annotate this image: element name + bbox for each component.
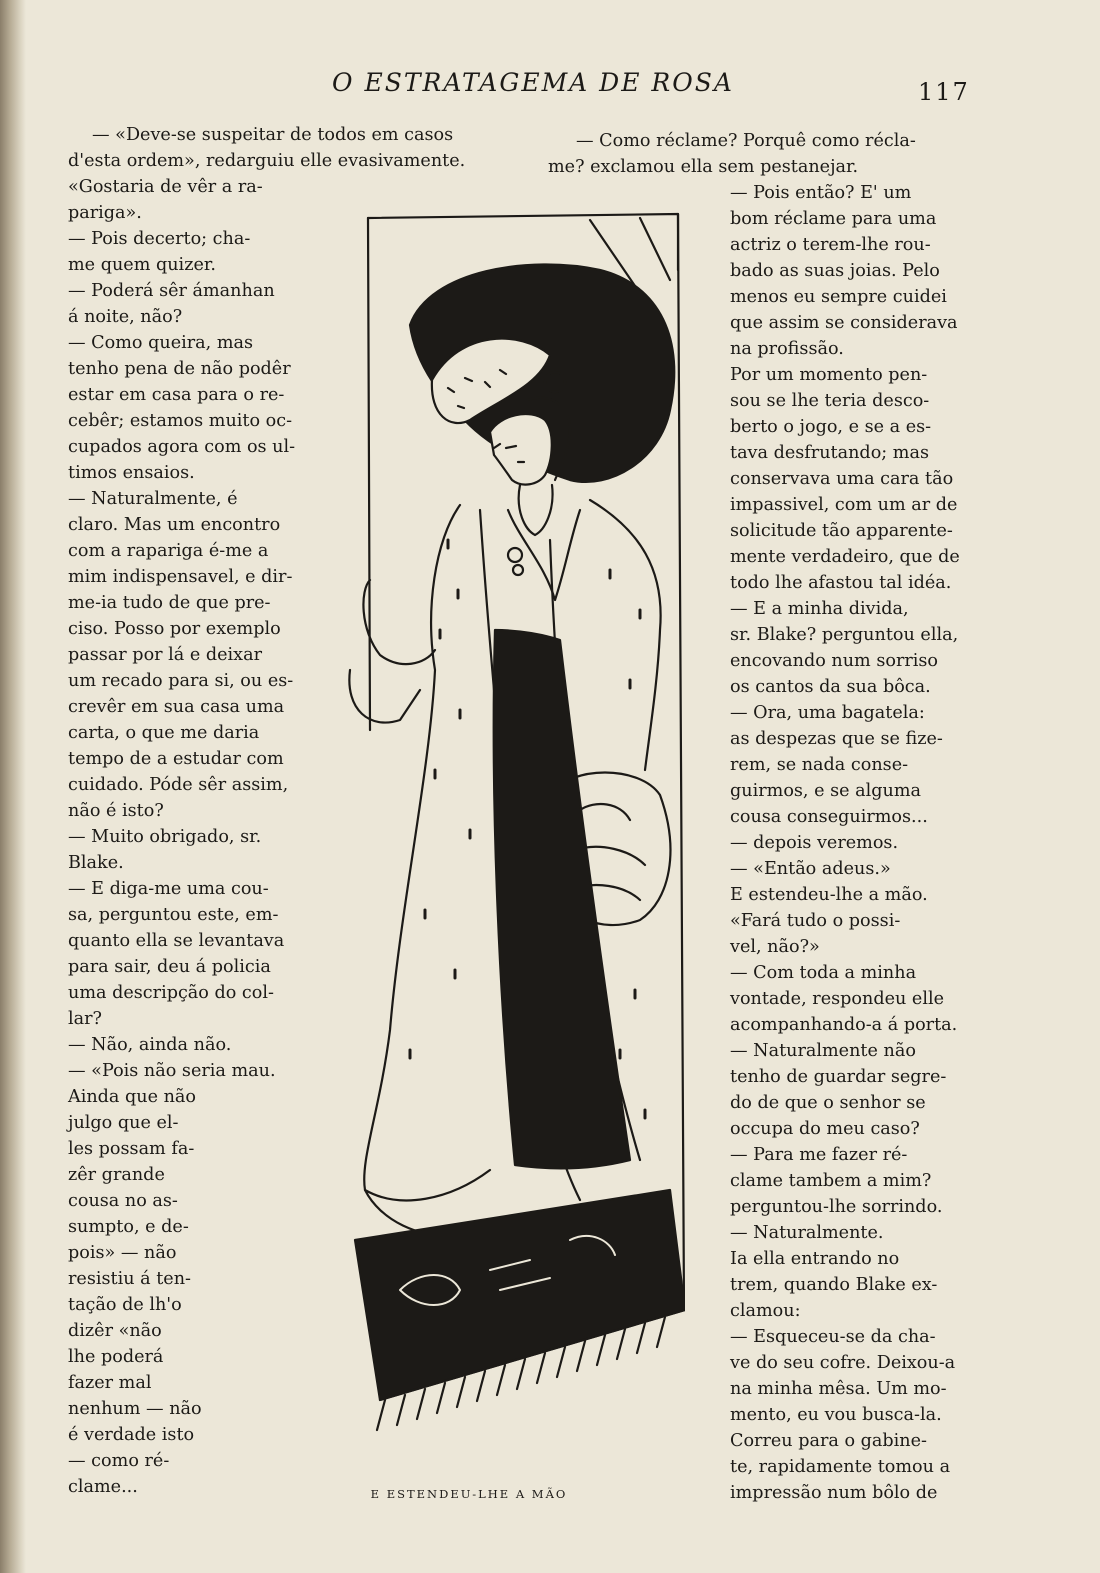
text-line: Blake. — [68, 853, 124, 873]
text-line: lar? — [68, 1009, 102, 1029]
text-line: vontade, respondeu elle — [730, 989, 944, 1009]
text-line: todo lhe afastou tal idéa. — [730, 573, 952, 593]
text-line: bom réclame para uma — [730, 209, 937, 229]
text-line: julgo que el- — [68, 1113, 179, 1133]
text-line: — «Então adeus.» — [730, 859, 891, 879]
text-line: tempo de a estudar com — [68, 749, 284, 769]
text-line: — Ora, uma bagatela: — [730, 703, 925, 723]
text-line: ciso. Posso por exemplo — [68, 619, 281, 639]
text-line: me quem quizer. — [68, 255, 216, 275]
text-line: clame... — [68, 1477, 138, 1497]
text-line: — Com toda a minha — [730, 963, 917, 983]
text-line: — «Pois não seria mau. — [68, 1061, 276, 1081]
text-line: lhe poderá — [68, 1347, 164, 1367]
text-line: cousa no as- — [68, 1191, 178, 1211]
text-line: cousa conseguirmos... — [730, 807, 928, 827]
text-line: uma descripção do col- — [68, 983, 274, 1003]
text-line: — Naturalmente, é — [68, 489, 238, 509]
text-line: com a rapariga é-me a — [68, 541, 269, 561]
text-line: trem, quando Blake ex- — [730, 1275, 938, 1295]
text-line: sou se lhe teria desco- — [730, 391, 930, 411]
text-line: sumpto, e de- — [68, 1217, 189, 1237]
text-line: — depois veremos. — [730, 833, 899, 853]
illustration-caption: E ESTENDEU-LHE A MÃO — [370, 1487, 568, 1501]
text-line: tação de lh'o — [68, 1295, 182, 1315]
text-line: mente verdadeiro, que de — [730, 547, 960, 567]
text-line: clamou: — [730, 1301, 801, 1321]
text-line: — E diga-me uma cou- — [68, 879, 269, 899]
text-line: guirmos, e se alguma — [730, 781, 922, 801]
text-line: carta, o que me daria — [68, 723, 260, 743]
text-line: nenhum — não — [68, 1399, 202, 1419]
text-line: passar por lá e deixar — [68, 645, 262, 665]
text-line: me? exclamou ella sem pestanejar. — [548, 157, 859, 177]
text-line: mim indispensavel, e dir- — [68, 567, 293, 587]
text-line: tava desfrutando; mas — [730, 443, 930, 463]
text-line: pariga». — [68, 203, 142, 223]
text-line: que assim se considerava — [730, 313, 958, 333]
text-line: impressão num bôlo de — [730, 1483, 938, 1503]
text-line: ve do seu cofre. Deixou-a — [730, 1353, 956, 1373]
text-line: quanto ella se levantava — [68, 931, 285, 951]
text-line: na profissão. — [730, 339, 844, 359]
text-line: resistiu á ten- — [68, 1269, 191, 1289]
text-line: — Como queira, mas — [68, 333, 254, 353]
text-line: me-ia tudo de que pre- — [68, 593, 271, 613]
text-line: — Não, ainda não. — [68, 1035, 232, 1055]
page-binding-edge — [0, 0, 26, 1573]
text-line: estar em casa para o re- — [68, 385, 285, 405]
text-line: á noite, não? — [68, 307, 183, 327]
text-line: — Pois decerto; cha- — [68, 229, 251, 249]
text-line: «Fará tudo o possi- — [730, 911, 901, 931]
text-line: fazer mal — [68, 1373, 152, 1393]
text-line: — «Deve-se suspeitar de todos em casos — [92, 125, 454, 145]
text-line: — Esqueceu-se da cha- — [730, 1327, 936, 1347]
text-line: berto o jogo, e se a es- — [730, 417, 932, 437]
text-line: d'esta ordem», redarguiu elle evasivamente. — [68, 151, 466, 171]
text-line: dizêr «não — [68, 1321, 162, 1341]
text-line: impassivel, com um ar de — [730, 495, 958, 515]
text-line: pois» — não — [68, 1243, 177, 1263]
text-line: — Poderá sêr ámanhan — [68, 281, 275, 301]
text-line: vel, não?» — [730, 937, 820, 957]
page-number: 117 — [918, 78, 970, 106]
text-line: — Para me fazer ré- — [730, 1145, 908, 1165]
text-line: acompanhando-a á porta. — [730, 1015, 958, 1035]
text-line: — Como réclame? Porquê como récla- — [576, 131, 916, 151]
text-line: timos ensaios. — [68, 463, 195, 483]
text-line: — Naturalmente não — [730, 1041, 916, 1061]
text-line: zêr grande — [68, 1165, 165, 1185]
text-line: Por um momento pen- — [730, 365, 928, 385]
text-line: bado as suas joias. Pelo — [730, 261, 940, 281]
text-line: conservava uma cara tão — [730, 469, 954, 489]
text-line: clame tambem a mim? — [730, 1171, 932, 1191]
text-line: Correu para o gabine- — [730, 1431, 927, 1451]
text-line: claro. Mas um encontro — [68, 515, 281, 535]
text-line: — Naturalmente. — [730, 1223, 884, 1243]
text-line: um recado para si, ou es- — [68, 671, 294, 691]
text-line: as despezas que se fize- — [730, 729, 943, 749]
text-line: — Muito obrigado, sr. — [68, 827, 262, 847]
text-line: occupa do meu caso? — [730, 1119, 920, 1139]
text-line: E estendeu-lhe a mão. — [730, 885, 928, 905]
text-line: tenho pena de não podêr — [68, 359, 291, 379]
text-line: crevêr em sua casa uma — [68, 697, 285, 717]
text-line: sa, perguntou este, em- — [68, 905, 279, 925]
text-line: — como ré- — [68, 1451, 170, 1471]
text-line: — E a minha divida, — [730, 599, 909, 619]
text-line: cebêr; estamos muito oc- — [68, 411, 293, 431]
text-line: do de que o senhor se — [730, 1093, 926, 1113]
running-title: O ESTRATAGEMA DE ROSA — [332, 68, 734, 97]
text-line: para sair, deu á policia — [68, 957, 271, 977]
text-line: actriz o terem-lhe rou- — [730, 235, 931, 255]
text-line: sr. Blake? perguntou ella, — [730, 625, 959, 645]
text-line: perguntou-lhe sorrindo. — [730, 1197, 943, 1217]
text-line: na minha mêsa. Um mo- — [730, 1379, 947, 1399]
text-line: cupados agora com os ul- — [68, 437, 296, 457]
text-line: Ia ella entrando no — [730, 1249, 900, 1269]
text-line: cuidado. Póde sêr assim, — [68, 775, 289, 795]
text-line: é verdade isto — [68, 1425, 195, 1445]
text-line: «Gostaria de vêr a ra- — [68, 177, 263, 197]
text-line: — Pois então? E' um — [730, 183, 912, 203]
text-line: Ainda que não — [68, 1087, 197, 1107]
text-line: te, rapidamente tomou a — [730, 1457, 951, 1477]
text-line: os cantos da sua bôca. — [730, 677, 931, 697]
text-line: solicitude tão apparente- — [730, 521, 953, 541]
text-line: mento, eu vou busca-la. — [730, 1405, 942, 1425]
text-line: menos eu sempre cuidei — [730, 287, 947, 307]
text-line: encovando num sorriso — [730, 651, 939, 671]
text-line: les possam fa- — [68, 1139, 195, 1159]
illustration-woman-in-fur-coat-icon — [340, 210, 685, 1470]
text-line: rem, se nada conse- — [730, 755, 909, 775]
text-line: não é isto? — [68, 801, 164, 821]
text-line: tenho de guardar segre- — [730, 1067, 947, 1087]
